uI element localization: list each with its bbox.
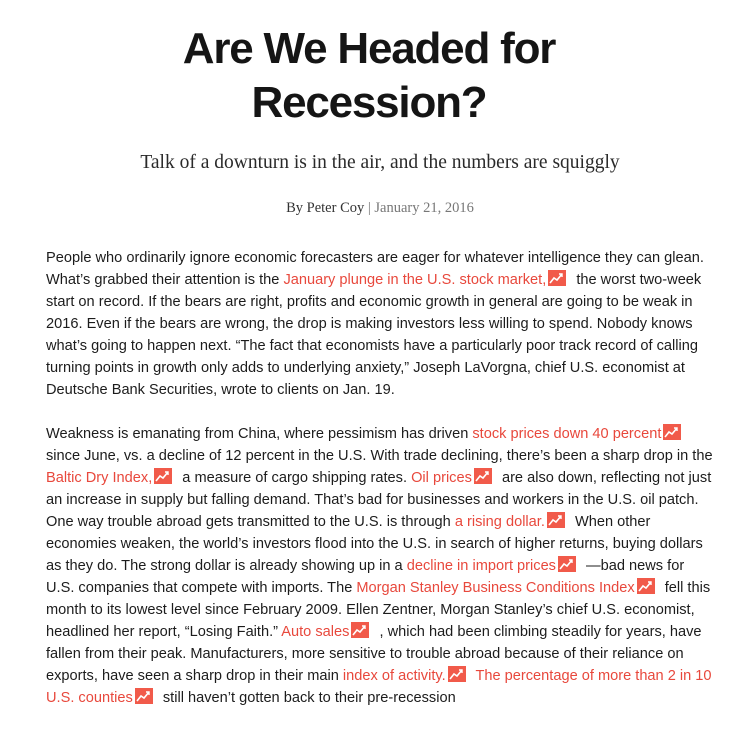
link-import-prices[interactable]: decline in import prices (406, 558, 556, 574)
line-chart-icon[interactable] (558, 556, 576, 572)
link-stock-market-plunge[interactable]: January plunge in the U.S. stock market, (283, 272, 547, 288)
paragraph-2 (46, 423, 716, 709)
headline (0, 22, 738, 130)
link-oil-prices[interactable]: Oil prices (411, 470, 472, 486)
paragraph-text: fell this month to its lowest level since February 2009. Ellen Zentner, Morgan Stanley’s chief U.S. economist, headlined her report, “Losing Faith.” (46, 580, 711, 640)
link-auto-sales[interactable]: Auto sales (281, 624, 350, 640)
paragraph-text: still haven’t gotten back to their pre-recession (158, 690, 456, 706)
author: By Peter Coy (286, 200, 365, 216)
line-chart-icon[interactable] (351, 622, 369, 638)
publish-date: January 21, 2016 (374, 200, 474, 216)
line-chart-icon[interactable] (135, 688, 153, 704)
paragraph-text: , which had been climbing steadily for years, have fallen from their peak. Manufacturers, more sensitive to trouble abroad because of their reliance on exports, have seen a sharp drop in their main (46, 624, 702, 684)
line-chart-icon[interactable] (448, 666, 466, 682)
paragraph-1 (46, 247, 716, 401)
byline-separator: | (367, 200, 371, 216)
line-chart-icon[interactable] (547, 512, 565, 528)
paragraph-text: People who ordinarily ignore economic forecasters are eager for whatever intelligence they can glean. What’s grabbed their attention is the (46, 250, 704, 288)
headline-line-1: Are We Headed for (182, 24, 556, 73)
line-chart-icon[interactable] (637, 578, 655, 594)
headline-line-2: Recession? (251, 78, 487, 127)
paragraph-text: the worst two-week start on record. If the bears are right, profits and economic growth in general are going to be weak in 2016. Even if the bears are wrong, the drop is making investors less willing to spend. Nobody knows what’s going to happen next. “The fact that economists have a particularly poor track record of calling turning points in growth only adds to underlying anxiety,” Joseph LaVorgna, chief U.S. economist at Deutsche Bank Securities, wrote to clients on Jan. 19. (46, 272, 702, 398)
line-chart-icon[interactable] (154, 468, 172, 484)
link-rising-dollar[interactable]: a rising dollar. (454, 514, 545, 530)
paragraph-text: a measure of cargo shipping rates. (178, 470, 412, 486)
line-chart-icon[interactable] (474, 468, 492, 484)
line-chart-icon[interactable] (663, 424, 681, 440)
article-body (46, 247, 716, 731)
link-index-of-activity[interactable]: index of activity. (342, 668, 446, 684)
link-business-conditions-index[interactable]: Morgan Stanley Business Conditions Index (356, 580, 635, 596)
paragraph-text: —bad news for U.S. companies that compete with imports. The (46, 558, 685, 596)
paragraph-text: Weakness is emanating from China, where pessimism has driven (46, 426, 473, 442)
paragraph-text: are also down, reflecting not just an increase in supply but falling demand. That’s bad for businesses and workers in the U.S. oil patch. One way trouble abroad gets transmitted to the U.S. is through (46, 470, 712, 530)
link-counties[interactable]: The percentage of more than 2 in 10 U.S. counties (46, 668, 712, 706)
byline (0, 200, 738, 217)
paragraph-text: When other economies weaken, the world’s investors flood into the U.S. in search of higher returns, buying dollars as they do. The strong dollar is already showing up in a (46, 514, 703, 574)
link-baltic-dry-index[interactable]: Baltic Dry Index, (46, 470, 153, 486)
dek: Talk of a downturn is in the air, and the numbers are squiggly (140, 152, 620, 173)
paragraph-text: since June, vs. a decline of 12 percent in the U.S. With trade declining, there’s been a sharp drop in the (46, 448, 713, 464)
line-chart-icon[interactable] (548, 270, 566, 286)
link-china-stock-prices[interactable]: stock prices down 40 percent (472, 426, 662, 442)
